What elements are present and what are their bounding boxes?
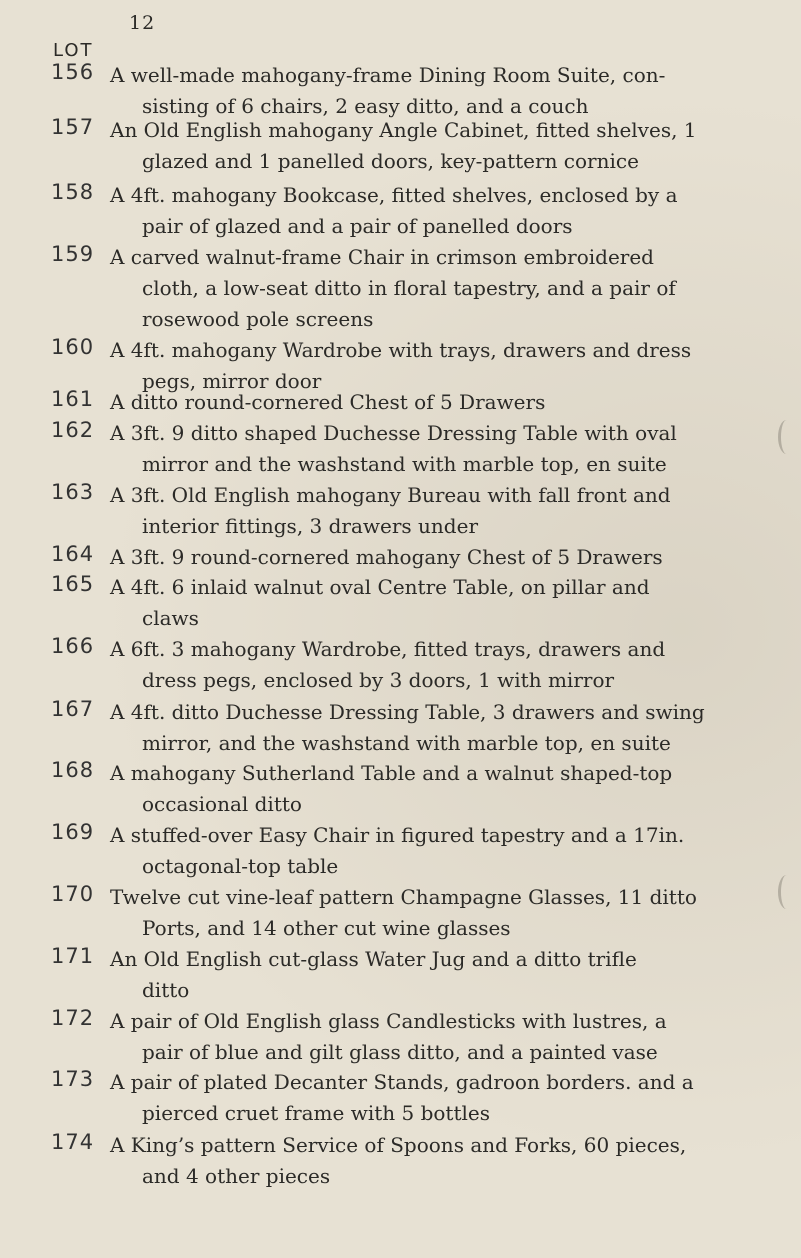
- lot-description-line: cloth, a low-seat ditto in floral tapestry, and a pair of: [142, 276, 676, 300]
- lot-number: 166: [51, 634, 95, 658]
- lot-description-line: pegs, mirror door: [142, 369, 322, 393]
- lot-description-line: A King’s pattern Service of Spoons and Forks, 60 pieces,: [110, 1133, 687, 1157]
- lot-description: [110, 697, 790, 759]
- edge-mark-lower: [778, 875, 795, 909]
- lot-description: [110, 242, 790, 335]
- lot-description: [110, 882, 790, 944]
- lot-number: 160: [51, 335, 95, 359]
- lot-description: [110, 418, 790, 480]
- lot-description-line: dress pegs, enclosed by 3 doors, 1 with mirror: [142, 668, 615, 692]
- lot-description-line: sisting of 6 chairs, 2 easy ditto, and a couch: [142, 94, 589, 118]
- lot-description: [110, 115, 790, 177]
- lot-description-line: A 4ft. mahogany Bookcase, fitted shelves, enclosed by a: [110, 183, 678, 207]
- lot-description-line: pair of glazed and a pair of panelled doors: [142, 214, 573, 238]
- lot-description-line: glazed and 1 panelled doors, key-pattern cornice: [142, 149, 639, 173]
- lot-number: 173: [51, 1067, 95, 1091]
- lot-description-line: A carved walnut-frame Chair in crimson embroidered: [110, 245, 654, 269]
- lot-description-line: A 4ft. ditto Duchesse Dressing Table, 3 drawers and swing: [110, 700, 705, 724]
- lot-description-line: mirror and the washstand with marble top, en suite: [142, 452, 667, 476]
- lot-number: 172: [51, 1006, 95, 1030]
- lot-number: 161: [51, 387, 95, 411]
- lot-description: [110, 944, 790, 1006]
- lot-description-line: An Old English mahogany Angle Cabinet, fitted shelves, 1: [110, 118, 697, 142]
- lot-description-line: pair of blue and gilt glass ditto, and a painted vase: [142, 1040, 658, 1064]
- lot-column-heading: LOT: [53, 40, 94, 61]
- lot-description-line: interior fittings, 3 drawers under: [142, 514, 479, 538]
- lot-number: 167: [51, 697, 95, 721]
- lot-description-line: claws: [142, 606, 199, 630]
- lot-number: 156: [51, 60, 95, 84]
- lot-number: 165: [51, 572, 95, 596]
- lot-number: 164: [51, 542, 95, 566]
- lot-description-line: A 3ft. 9 round-cornered mahogany Chest of 5 Drawers: [110, 545, 663, 569]
- lot-number: 159: [51, 242, 95, 266]
- lot-description-line: A well-made mahogany-frame Dining Room Suite, con-: [110, 63, 666, 87]
- lot-description: [110, 480, 790, 542]
- lot-description-line: A pair of Old English glass Candlesticks with lustres, a: [110, 1009, 667, 1033]
- lot-description-line: octagonal-top table: [142, 854, 339, 878]
- lot-number: 157: [51, 115, 95, 139]
- lot-description-line: ditto: [142, 978, 190, 1002]
- lot-number: 171: [51, 944, 95, 968]
- lot-description: [110, 1006, 790, 1068]
- lot-description-line: A 6ft. 3 mahogany Wardrobe, fitted trays, drawers and: [110, 637, 666, 661]
- lot-number: 174: [51, 1130, 95, 1154]
- lot-number: 158: [51, 180, 95, 204]
- lot-number: 163: [51, 480, 95, 504]
- page-number: 12: [129, 12, 156, 34]
- lot-number: 169: [51, 820, 95, 844]
- lot-description-line: A 4ft. mahogany Wardrobe with trays, drawers and dress: [110, 338, 692, 362]
- lot-description-line: occasional ditto: [142, 792, 302, 816]
- lot-description-line: A ditto round-cornered Chest of 5 Drawers: [110, 390, 546, 414]
- edge-mark-upper: [778, 420, 795, 454]
- lot-description-line: and 4 other pieces: [142, 1164, 331, 1188]
- lot-description: [110, 820, 790, 882]
- lot-description-line: A stuffed-over Easy Chair in figured tapestry and a 17in.: [110, 823, 685, 847]
- lot-description-line: A 4ft. 6 inlaid walnut oval Centre Table, on pillar and: [110, 575, 650, 599]
- lot-description-line: A 3ft. Old English mahogany Bureau with fall front and: [110, 483, 671, 507]
- lot-description-line: mirror, and the washstand with marble top, en suite: [142, 731, 671, 755]
- lot-description-line: Twelve cut vine-leaf pattern Champagne Glasses, 11 ditto: [110, 885, 697, 909]
- lot-number: 170: [51, 882, 95, 906]
- lot-description: [110, 542, 790, 573]
- lot-description-line: Ports, and 14 other cut wine glasses: [142, 916, 511, 940]
- lot-description: [110, 60, 790, 122]
- lot-description-line: An Old English cut-glass Water Jug and a ditto trifle: [110, 947, 637, 971]
- lot-description: [110, 634, 790, 696]
- lot-number: 168: [51, 758, 95, 782]
- lot-description-line: A mahogany Sutherland Table and a walnut shaped-top: [110, 761, 673, 785]
- lot-description-line: rosewood pole screens: [142, 307, 374, 331]
- lot-description: [110, 1130, 790, 1192]
- lot-description-line: pierced cruet frame with 5 bottles: [142, 1101, 490, 1125]
- lot-description-line: A pair of plated Decanter Stands, gadroon borders. and a: [110, 1070, 694, 1094]
- lot-number: 162: [51, 418, 95, 442]
- lot-description: [110, 1067, 790, 1129]
- lot-description-line: A 3ft. 9 ditto shaped Duchesse Dressing Table with oval: [110, 421, 677, 445]
- lot-description: [110, 758, 790, 820]
- lot-description: [110, 387, 790, 418]
- lot-description: [110, 180, 790, 242]
- lot-description: [110, 572, 790, 634]
